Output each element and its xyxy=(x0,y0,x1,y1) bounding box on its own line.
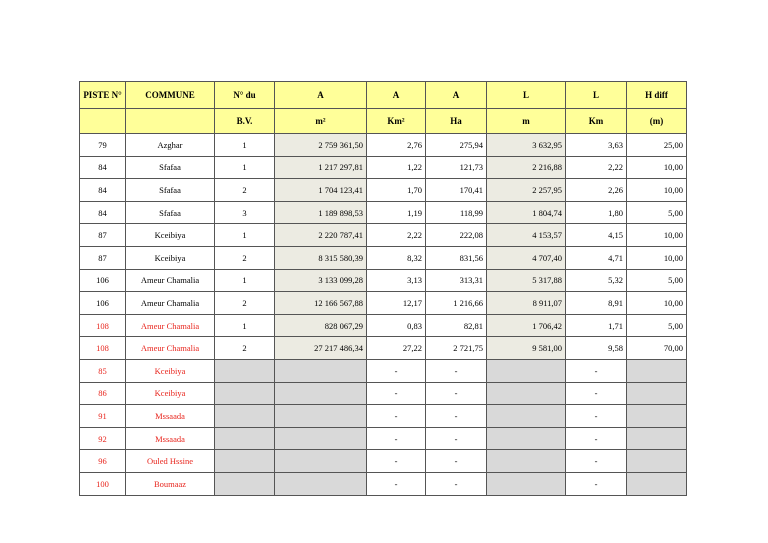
bv-cell: 2 xyxy=(215,292,275,315)
table-row xyxy=(80,337,687,360)
header-cell: L xyxy=(566,82,627,109)
length-km-cell: 8,91 xyxy=(566,292,627,315)
hdiff-cell xyxy=(627,382,687,405)
piste-cell: 86 xyxy=(80,382,126,405)
area-ha-cell: 170,41 xyxy=(426,179,487,202)
piste-cell: 87 xyxy=(80,246,126,269)
length-km-cell: - xyxy=(566,450,627,473)
area-m2-cell xyxy=(275,472,367,495)
hdiff-cell xyxy=(627,427,687,450)
header-cell: COMMUNE xyxy=(126,82,215,109)
hdiff-cell: 10,00 xyxy=(627,224,687,247)
table-row xyxy=(80,269,687,292)
table-row xyxy=(80,450,687,473)
area-m2-cell: 27 217 486,34 xyxy=(275,337,367,360)
header-row-2 xyxy=(80,109,687,134)
hdiff-cell: 10,00 xyxy=(627,156,687,179)
area-ha-cell: - xyxy=(426,427,487,450)
commune-cell: Mssaada xyxy=(126,427,215,450)
area-ha-cell: - xyxy=(426,382,487,405)
area-km2-cell: 27,22 xyxy=(367,337,426,360)
commune-cell: Sfafaa xyxy=(126,156,215,179)
header-cell: B.V. xyxy=(215,109,275,134)
length-km-cell: 4,15 xyxy=(566,224,627,247)
area-ha-cell: 831,56 xyxy=(426,246,487,269)
table-row xyxy=(80,292,687,315)
length-m-cell xyxy=(487,382,566,405)
length-km-cell: - xyxy=(566,359,627,382)
area-km2-cell: 1,70 xyxy=(367,179,426,202)
header-cell: m xyxy=(487,109,566,134)
hdiff-cell: 25,00 xyxy=(627,134,687,157)
table-row xyxy=(80,314,687,337)
length-m-cell: 8 911,07 xyxy=(487,292,566,315)
hdiff-cell: 5,00 xyxy=(627,269,687,292)
bv-cell: 1 xyxy=(215,224,275,247)
length-km-cell: 3,63 xyxy=(566,134,627,157)
piste-cell: 87 xyxy=(80,224,126,247)
hdiff-cell: 10,00 xyxy=(627,292,687,315)
area-m2-cell xyxy=(275,382,367,405)
length-km-cell: 4,71 xyxy=(566,246,627,269)
piste-cell: 100 xyxy=(80,472,126,495)
length-km-cell: - xyxy=(566,472,627,495)
table-row xyxy=(80,427,687,450)
area-km2-cell: 3,13 xyxy=(367,269,426,292)
bv-cell xyxy=(215,450,275,473)
piste-cell: 84 xyxy=(80,179,126,202)
header-cell: A xyxy=(367,82,426,109)
bv-cell: 3 xyxy=(215,201,275,224)
commune-cell: Kceibiya xyxy=(126,224,215,247)
commune-cell: Ameur Chamalia xyxy=(126,292,215,315)
area-ha-cell: - xyxy=(426,405,487,428)
area-ha-cell: 1 216,66 xyxy=(426,292,487,315)
header-cell: A xyxy=(426,82,487,109)
length-m-cell xyxy=(487,405,566,428)
length-km-cell: 1,71 xyxy=(566,314,627,337)
area-km2-cell: - xyxy=(367,472,426,495)
area-m2-cell: 12 166 567,88 xyxy=(275,292,367,315)
area-km2-cell: 0,83 xyxy=(367,314,426,337)
bv-cell xyxy=(215,405,275,428)
table-row xyxy=(80,224,687,247)
length-m-cell: 1 804,74 xyxy=(487,201,566,224)
area-km2-cell: 2,76 xyxy=(367,134,426,157)
piste-cell: 91 xyxy=(80,405,126,428)
table-row xyxy=(80,405,687,428)
area-ha-cell: 313,31 xyxy=(426,269,487,292)
length-m-cell: 5 317,88 xyxy=(487,269,566,292)
area-m2-cell: 3 133 099,28 xyxy=(275,269,367,292)
commune-cell: Ameur Chamalia xyxy=(126,269,215,292)
length-m-cell: 9 581,00 xyxy=(487,337,566,360)
length-km-cell: - xyxy=(566,382,627,405)
bv-cell: 1 xyxy=(215,134,275,157)
area-ha-cell: 275,94 xyxy=(426,134,487,157)
hdiff-cell xyxy=(627,359,687,382)
header-cell xyxy=(80,109,126,134)
hdiff-cell: 10,00 xyxy=(627,179,687,202)
bv-cell: 1 xyxy=(215,269,275,292)
commune-cell: Mssaada xyxy=(126,405,215,428)
length-km-cell: - xyxy=(566,427,627,450)
area-m2-cell xyxy=(275,450,367,473)
commune-cell: Kceibiya xyxy=(126,246,215,269)
length-m-cell: 4 707,40 xyxy=(487,246,566,269)
bv-cell: 2 xyxy=(215,246,275,269)
piste-cell: 96 xyxy=(80,450,126,473)
commune-cell: Ouled Hssine xyxy=(126,450,215,473)
piste-cell: 108 xyxy=(80,337,126,360)
header-cell: Ha xyxy=(426,109,487,134)
hdiff-cell: 10,00 xyxy=(627,246,687,269)
area-m2-cell xyxy=(275,427,367,450)
length-m-cell: 3 632,95 xyxy=(487,134,566,157)
area-m2-cell: 8 315 580,39 xyxy=(275,246,367,269)
length-km-cell: 2,22 xyxy=(566,156,627,179)
area-ha-cell: - xyxy=(426,359,487,382)
length-m-cell xyxy=(487,359,566,382)
area-km2-cell: 12,17 xyxy=(367,292,426,315)
bv-cell xyxy=(215,472,275,495)
area-m2-cell xyxy=(275,359,367,382)
table-row xyxy=(80,156,687,179)
area-km2-cell: - xyxy=(367,450,426,473)
commune-cell: Boumaaz xyxy=(126,472,215,495)
piste-cell: 79 xyxy=(80,134,126,157)
piste-cell: 106 xyxy=(80,269,126,292)
area-ha-cell: - xyxy=(426,472,487,495)
piste-cell: 84 xyxy=(80,156,126,179)
hdiff-cell: 70,00 xyxy=(627,337,687,360)
header-cell: L xyxy=(487,82,566,109)
area-km2-cell: 2,22 xyxy=(367,224,426,247)
hdiff-cell xyxy=(627,472,687,495)
commune-cell: Ameur Chamalia xyxy=(126,314,215,337)
area-ha-cell: 121,73 xyxy=(426,156,487,179)
header-cell: Km² xyxy=(367,109,426,134)
hdiff-cell xyxy=(627,450,687,473)
piste-cell: 84 xyxy=(80,201,126,224)
header-cell: Km xyxy=(566,109,627,134)
length-m-cell: 2 216,88 xyxy=(487,156,566,179)
area-m2-cell xyxy=(275,405,367,428)
area-km2-cell: 1,19 xyxy=(367,201,426,224)
area-km2-cell: - xyxy=(367,405,426,428)
commune-cell: Ameur Chamalia xyxy=(126,337,215,360)
table-row xyxy=(80,382,687,405)
header-cell: (m) xyxy=(627,109,687,134)
bv-cell xyxy=(215,382,275,405)
commune-cell: Kceibiya xyxy=(126,382,215,405)
piste-cell: 85 xyxy=(80,359,126,382)
hdiff-cell xyxy=(627,405,687,428)
table-row xyxy=(80,134,687,157)
length-km-cell: 1,80 xyxy=(566,201,627,224)
area-km2-cell: 1,22 xyxy=(367,156,426,179)
length-m-cell xyxy=(487,472,566,495)
area-m2-cell: 1 189 898,53 xyxy=(275,201,367,224)
area-ha-cell: 2 721,75 xyxy=(426,337,487,360)
area-km2-cell: 8,32 xyxy=(367,246,426,269)
commune-cell: Sfafaa xyxy=(126,179,215,202)
length-m-cell: 2 257,95 xyxy=(487,179,566,202)
bv-cell: 1 xyxy=(215,156,275,179)
area-ha-cell: 222,08 xyxy=(426,224,487,247)
piste-cell: 106 xyxy=(80,292,126,315)
length-m-cell xyxy=(487,427,566,450)
commune-cell: Azghar xyxy=(126,134,215,157)
bv-cell: 1 xyxy=(215,314,275,337)
header-cell: PISTE N° xyxy=(80,82,126,109)
length-km-cell: 9,58 xyxy=(566,337,627,360)
length-km-cell: 2,26 xyxy=(566,179,627,202)
bv-cell xyxy=(215,359,275,382)
length-m-cell: 4 153,57 xyxy=(487,224,566,247)
area-m2-cell: 1 704 123,41 xyxy=(275,179,367,202)
table-row xyxy=(80,201,687,224)
table-row xyxy=(80,472,687,495)
header-cell: A xyxy=(275,82,367,109)
header-cell xyxy=(126,109,215,134)
commune-cell: Sfafaa xyxy=(126,201,215,224)
area-ha-cell: 82,81 xyxy=(426,314,487,337)
bv-cell: 2 xyxy=(215,337,275,360)
hdiff-cell: 5,00 xyxy=(627,201,687,224)
length-km-cell: - xyxy=(566,405,627,428)
length-m-cell: 1 706,42 xyxy=(487,314,566,337)
area-m2-cell: 828 067,29 xyxy=(275,314,367,337)
header-cell: N° du xyxy=(215,82,275,109)
area-km2-cell: - xyxy=(367,359,426,382)
commune-cell: Kceibiya xyxy=(126,359,215,382)
area-km2-cell: - xyxy=(367,382,426,405)
data-table xyxy=(79,81,687,496)
area-m2-cell: 1 217 297,81 xyxy=(275,156,367,179)
piste-cell: 92 xyxy=(80,427,126,450)
area-ha-cell: - xyxy=(426,450,487,473)
table-row xyxy=(80,359,687,382)
table-row xyxy=(80,179,687,202)
area-km2-cell: - xyxy=(367,427,426,450)
area-m2-cell: 2 220 787,41 xyxy=(275,224,367,247)
length-m-cell xyxy=(487,450,566,473)
area-ha-cell: 118,99 xyxy=(426,201,487,224)
header-cell: H diff xyxy=(627,82,687,109)
piste-cell: 108 xyxy=(80,314,126,337)
table-row xyxy=(80,246,687,269)
header-cell: m² xyxy=(275,109,367,134)
hdiff-cell: 5,00 xyxy=(627,314,687,337)
bv-cell: 2 xyxy=(215,179,275,202)
length-km-cell: 5,32 xyxy=(566,269,627,292)
header-row-1 xyxy=(80,82,687,109)
area-m2-cell: 2 759 361,50 xyxy=(275,134,367,157)
bv-cell xyxy=(215,427,275,450)
